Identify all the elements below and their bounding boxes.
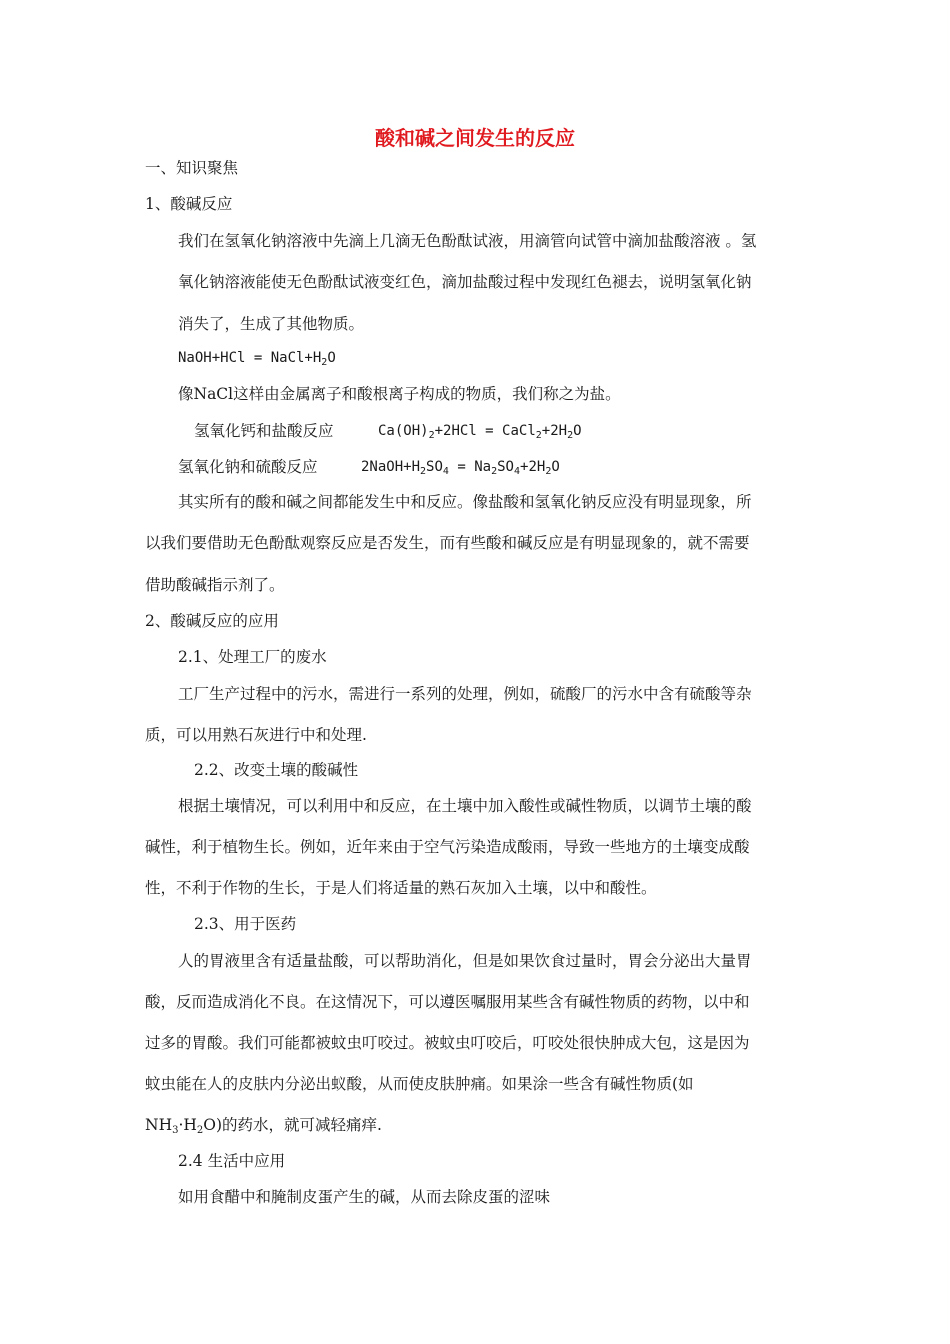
section-heading-applications: 2、酸碱反应的应用 bbox=[145, 612, 279, 630]
paragraph-line: $NH_3\cdot H_2O$)的药水，就可减轻痛痒. bbox=[145, 1116, 382, 1136]
paragraph-line: 氧化钠溶液能使无色酚酞试液变红色，滴加盐酸过程中发现红色褪去，说明氢氧化钠 bbox=[178, 273, 752, 291]
paragraph-line: 酸，反而造成消化不良。在这情况下，可以遵医嘱服用某些含有碱性物质的药物，以中和 bbox=[145, 993, 750, 1011]
equation-caoh2-hcl: $Ca(OH)_2+2HCl$ = $CaCl_2+2H_2O$ bbox=[378, 423, 582, 441]
paragraph-line: 以我们要借助无色酚酞观察反应是否发生，而有些酸和碱反应是有明显现象的，就不需要 bbox=[145, 534, 750, 552]
paragraph-line: 蚊虫能在人的皮肤内分泌出蚁酸，从而使皮肤肿痛。如果涂一些含有碱性物质(如 bbox=[145, 1075, 694, 1093]
paragraph-line: 人的胃液里含有适量盐酸，可以帮助消化，但是如果饮食过量时，胃会分泌出大量胃 bbox=[178, 952, 752, 970]
paragraph-line: 消失了，生成了其他物质。 bbox=[178, 315, 365, 333]
subsection-heading-soil: 2.2、改变土壤的酸碱性 bbox=[194, 761, 359, 779]
salt-definition: 像NaCl这样由金属离子和酸根离子构成的物质，我们称之为盐。 bbox=[178, 385, 621, 403]
paragraph-line: 质，可以用熟石灰进行中和处理. bbox=[145, 726, 367, 744]
equation-naoh-hcl: NaOH+HCl = $NaCl+H_2O$ bbox=[178, 350, 336, 368]
paragraph-line: 如用食醋中和腌制皮蛋产生的碱，从而去除皮蛋的涩味 bbox=[178, 1188, 551, 1206]
reaction-label-calcium-hydroxide: 氢氧化钙和盐酸反应 bbox=[194, 422, 334, 440]
paragraph-line: 工厂生产过程中的污水，需进行一系列的处理，例如，硫酸厂的污水中含有硫酸等杂 bbox=[178, 685, 752, 703]
paragraph-line: 借助酸碱指示剂了。 bbox=[145, 576, 285, 594]
section-heading-knowledge: 一、知识聚焦 bbox=[145, 159, 239, 177]
document-title: 酸和碱之间发生的反应 bbox=[375, 126, 575, 150]
subsection-heading-wastewater: 2.1、处理工厂的废水 bbox=[178, 648, 327, 666]
section-heading-acid-base-reaction: 1、酸碱反应 bbox=[145, 195, 233, 213]
equation-naoh-h2so4: $2NaOH+H_2SO_4 = Na_2SO_4+2H_2O$ bbox=[361, 459, 560, 477]
subsection-heading-daily-life: 2.4 生活中应用 bbox=[178, 1152, 286, 1170]
paragraph-line: 根据土壤情况，可以利用中和反应，在土壤中加入酸性或碱性物质，以调节土壤的酸 bbox=[178, 797, 752, 815]
subsection-heading-medicine: 2.3、用于医药 bbox=[194, 915, 297, 933]
paragraph-line: 性，不利于作物的生长，于是人们将适量的熟石灰加入土壤，以中和酸性。 bbox=[145, 879, 657, 897]
paragraph-line: 碱性，利于植物生长。例如，近年来由于空气污染造成酸雨，导致一些地方的土壤变成酸 bbox=[145, 838, 750, 856]
paragraph-line: 其实所有的酸和碱之间都能发生中和反应。像盐酸和氢氧化钠反应没有明显现象，所 bbox=[178, 493, 752, 511]
paragraph-line: 我们在氢氧化钠溶液中先滴上几滴无色酚酞试液，用滴管向试管中滴加盐酸溶液 。氢 bbox=[178, 232, 757, 250]
paragraph-line: 过多的胃酸。我们可能都被蚊虫叮咬过。被蚊虫叮咬后，叮咬处很快肿成大包，这是因为 bbox=[145, 1034, 750, 1052]
reaction-label-sulfuric-acid: 氢氧化钠和硫酸反应 bbox=[178, 458, 318, 476]
